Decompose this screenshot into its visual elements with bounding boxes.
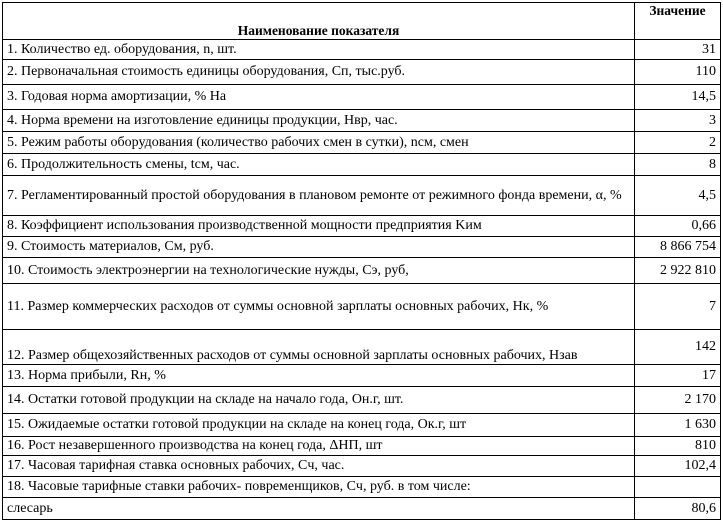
table-row <box>3 60 721 85</box>
table-row <box>3 132 721 154</box>
row-value: 17 <box>635 365 721 387</box>
row-value: 8 <box>635 154 721 176</box>
row-value: 2 <box>635 132 721 154</box>
row-value: 7 <box>635 284 721 330</box>
row-value: 3 <box>635 110 721 132</box>
row-name: слесарь <box>3 498 635 520</box>
row-name: 5. Режим работы оборудования (количество рабочих смен в сутки), nсм, смен <box>3 132 635 154</box>
table-row <box>3 498 721 520</box>
row-name: 7. Регламентированный простой оборудования в плановом ремонте от режимного фонда времени, α, % <box>3 176 635 216</box>
row-name: 13. Норма прибыли, Rн, % <box>3 365 635 387</box>
row-name: 1. Количество ед. оборудования, n, шт. <box>3 40 635 60</box>
table-row <box>3 237 721 258</box>
row-name: 16. Рост незавершенного производства на конец года, ΔНП, шт <box>3 437 635 456</box>
row-name: 8. Коэффициент использования производственной мощности предприятия Kим <box>3 216 635 237</box>
row-value <box>635 477 721 498</box>
table-row <box>3 154 721 176</box>
row-name: 9. Стоимость материалов, Cм, руб. <box>3 237 635 258</box>
table-row <box>3 176 721 216</box>
row-value: 4,5 <box>635 176 721 216</box>
row-name: 17. Часовая тарифная ставка основных рабочих, Cч, час. <box>3 456 635 477</box>
row-value: 142 <box>635 330 721 365</box>
row-value: 810 <box>635 437 721 456</box>
header-name: Наименование показателя <box>3 3 635 40</box>
row-value: 0,66 <box>635 216 721 237</box>
row-value: 14,5 <box>635 85 721 110</box>
table-header-row <box>3 3 721 40</box>
row-value: 1 630 <box>635 414 721 437</box>
table-row <box>3 284 721 330</box>
row-value: 8 866 754 <box>635 237 721 258</box>
row-value: 102,4 <box>635 456 721 477</box>
row-value: 2 922 810 <box>635 258 721 284</box>
table-row <box>3 85 721 110</box>
row-name: 12. Размер общехозяйственных расходов от суммы основной зарплаты основных рабочих, Hзав <box>3 330 635 365</box>
table-row <box>3 258 721 284</box>
row-name: 6. Продолжительность смены, tсм, час. <box>3 154 635 176</box>
table-row <box>3 40 721 60</box>
table-row <box>3 216 721 237</box>
row-name: 15. Ожидаемые остатки готовой продукции на складе на конец года, Oк.г, шт <box>3 414 635 437</box>
table-row <box>3 330 721 365</box>
row-value: 31 <box>635 40 721 60</box>
row-name: 10. Стоимость электроэнергии на технологические нужды, Cэ, руб, <box>3 258 635 284</box>
row-name: 4. Норма времени на изготовление единицы продукции, Hвр, час. <box>3 110 635 132</box>
row-name: 11. Размер коммерческих расходов от суммы основной зарплаты основных рабочих, Hк, % <box>3 284 635 330</box>
table-row <box>3 110 721 132</box>
row-name: 2. Первоначальная стоимость единицы оборудования, Cп, тыс.руб. <box>3 60 635 85</box>
row-value: 2 170 <box>635 387 721 414</box>
row-name: 3. Годовая норма амортизации, % Hа <box>3 85 635 110</box>
row-value: 80,6 <box>635 498 721 520</box>
row-name: 18. Часовые тарифные ставки рабочих- повременщиков, Cч, руб. в том числе: <box>3 477 635 498</box>
row-name: 14. Остатки готовой продукции на складе на начало года, Oн.г, шт. <box>3 387 635 414</box>
parameters-table <box>2 2 721 520</box>
table-row <box>3 477 721 498</box>
table-row <box>3 414 721 437</box>
table-row <box>3 387 721 414</box>
table-row <box>3 437 721 456</box>
table-row <box>3 365 721 387</box>
row-value: 110 <box>635 60 721 85</box>
header-value: Значение <box>635 3 721 40</box>
table-row <box>3 456 721 477</box>
